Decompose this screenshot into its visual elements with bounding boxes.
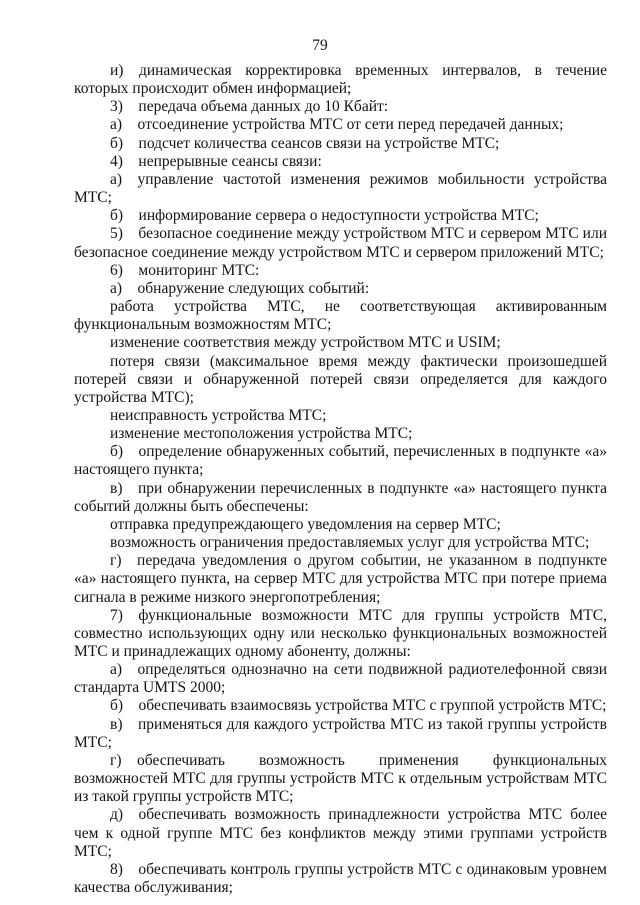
paragraph-3-data-transfer: 3) передача объема данных до 10 Кбайт: — [110, 98, 389, 116]
paragraph-warning-notification: отправка предупреждающего уведомления на сервер МТС; — [110, 515, 501, 533]
paragraph-6a-event-detection: а) обнаружение следующих событий: — [110, 279, 370, 297]
paragraph-6v-event-response: в) при обнаружении перечисленных в подпункте «а» настоящего пункта событий должны быть обеспечены: — [74, 479, 607, 515]
paragraph-7b-group-link: б) обеспечивать взаимосвязь устройства МТС с группой устройств МТС; — [110, 697, 607, 715]
document-body — [74, 62, 607, 897]
paragraph-7d-multi-group: д) обеспечивать возможность принадлежности устройства МТС более чем к одной группе МТС без конфликтов между этими группами устройств МТС; — [74, 806, 607, 860]
paragraph-6g-other-event: г) передача уведомления о другом событии, не указанном в подпункте «а» настоящего пункта, на сервер МТС для устройства МТС при потере приема сигнала в режиме низкого энергопотребления; — [74, 552, 607, 606]
paragraph-4b-server-notification: б) информирование сервера о недоступности устройства МТС; — [110, 207, 539, 225]
paragraph-7v-apply-each: в) применяться для каждого устройства МТС из такой группы устройств МТС; — [74, 715, 607, 751]
paragraph-7-group-features: 7) функциональные возможности МТС для группы устройств МТС, совместно использующих одну или несколько функциональных возможностей МТС и принадлежащих одному абоненту, должны: — [74, 606, 607, 660]
paragraph-7a-unique-identification: а) определяться однозначно на сети подвижной радиотелефонной связи стандарта UMTS 2000; — [74, 661, 607, 697]
page-number: 79 — [312, 37, 328, 54]
paragraph-service-restriction: возможность ограничения предоставляемых услуг для устройства МТС; — [110, 534, 590, 552]
paragraph-8-qos-control: 8) обеспечивать контроль группы устройств МТС с одинаковым уровнем качества обслуживания; — [74, 860, 607, 897]
paragraph-6b-event-definition: б) определение обнаруженных событий, перечисленных в подпункте «а» настоящего пункта; — [74, 443, 607, 479]
paragraph-event-mismatch: работа устройства МТС, не соответствующая активированным функциональным возможностям МТС; — [74, 298, 607, 334]
paragraph-event-malfunction: неисправность устройства МТС; — [110, 406, 327, 424]
paragraph-6-monitoring: 6) мониторинг МТС: — [110, 261, 260, 279]
paragraph-i-dynamic-intervals: и) динамическая корректировка временных интервалов, в течение которых происходит обмен информацией; — [74, 62, 607, 98]
paragraph-event-connection-loss: потеря связи (максимальное время между фактически произошедшей потерей связи и обнаруженной потерей связи определяется для каждого устройства МТС); — [74, 352, 607, 406]
paragraph-7g-individual-apply: г) обеспечивать возможность применения функциональных возможностей МТС для группы устройств МТС к отдельным устройствам МТС из такой группы устройств МТС; — [74, 751, 607, 806]
paragraph-4a-mobility-control: а) управление частотой изменения режимов мобильности устройства МТС; — [74, 170, 607, 207]
paragraph-5-secure-connection: 5) безопасное соединение между устройством МТС и сервером МТС или безопасное соединение между устройством МТС и сервером приложений МТС; — [74, 225, 607, 261]
paragraph-3b-session-count: б) подсчет количества сеансов связи на устройстве МТС; — [110, 134, 500, 152]
paragraph-event-location-change: изменение местоположения устройства МТС; — [110, 425, 413, 443]
paragraph-4-continuous-sessions: 4) непрерывные сеансы связи: — [110, 152, 322, 170]
paragraph-event-usim-change: изменение соответствия между устройством МТС и USIM; — [110, 334, 501, 352]
paragraph-3a-disconnect: а) отсоединение устройства МТС от сети перед передачей данных; — [110, 116, 564, 134]
